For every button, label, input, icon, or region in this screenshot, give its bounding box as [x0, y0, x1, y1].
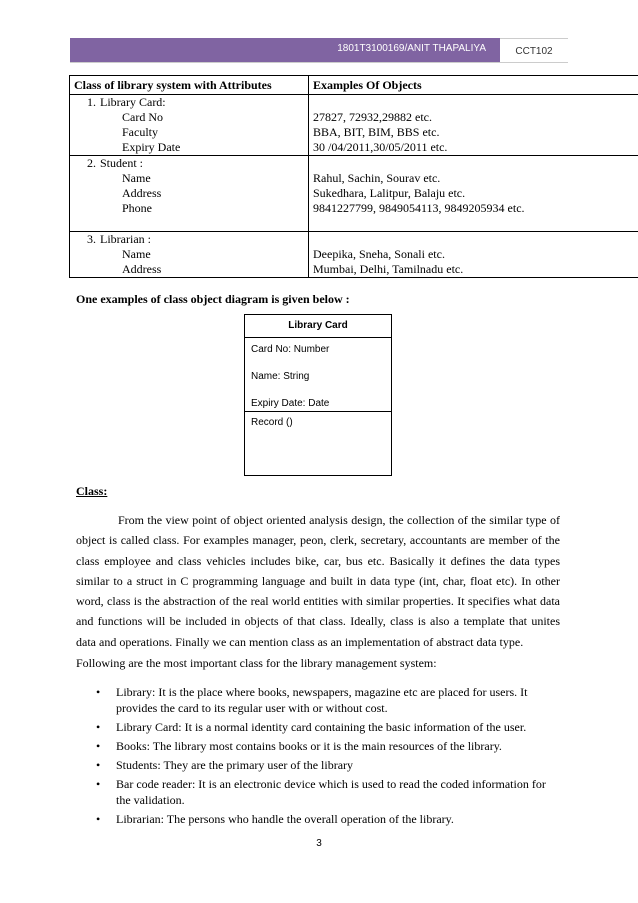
row-example: 9841227799, 9849054113, 9849205934 etc. [313, 201, 525, 215]
row-number: 2. [87, 156, 96, 170]
row-number: 3. [87, 232, 96, 246]
table-header-examples: Examples Of Objects [309, 76, 638, 95]
page-number: 3 [316, 838, 322, 849]
row-example: Mumbai, Delhi, Tamilnadu etc. [313, 262, 464, 276]
table-header-row [70, 76, 638, 95]
row-attribute: Name [122, 171, 151, 185]
row-attribute: Phone [122, 201, 152, 215]
uml-attribute: Name: String [251, 371, 310, 382]
row-attribute: Address [122, 186, 162, 200]
class-paragraph: From the view point of object oriented analysis design, the collection of the similar type of object is called class. For examples manager, peon, clerk, secretary, accountants are member of the class employee and class vehicles includes bike, car, bus etc. Basically it defines the data types similar to a struct in C programming language and built in data type (int, char, float etc). In other word, class is the abstraction of the real world entities with similar properties. It specifies what data and functions will be included in objects of that class. Ideally, class is also a template that unites data and operations. Finally we can mention class as an implementation of abstract data type. [76, 513, 560, 649]
table-cell-examples [309, 232, 638, 278]
class-list-intro: Following are the most important class for the library management system: [76, 656, 437, 670]
diagram-intro-text: One examples of class object diagram is given below : [76, 292, 350, 306]
row-example: 30 /04/2011,30/05/2011 etc. [313, 140, 448, 154]
row-attribute: Card No [122, 110, 163, 124]
row-example: 27827, 72932,29882 etc. [313, 110, 432, 124]
header-author-id: 1801T3100169/ANIT THAPALIYA [337, 43, 486, 54]
header-divider [70, 62, 568, 63]
row-class-title: Student : [100, 156, 144, 170]
table-row [70, 95, 638, 156]
uml-method: Record () [251, 417, 293, 428]
list-item: • Librarian: The persons who handle the overall operation of the library. [76, 811, 560, 827]
uml-attributes [245, 338, 391, 412]
table-cell-class [70, 156, 309, 232]
row-number: 1. [87, 95, 96, 109]
class-attributes-table [69, 75, 638, 278]
table-cell-examples [309, 156, 638, 232]
uml-methods [245, 412, 391, 428]
row-attribute: Faculty [122, 125, 158, 139]
uml-class-name: Library Card [245, 315, 391, 338]
row-class-title: Librarian : [100, 232, 151, 246]
list-item: • Students: They are the primary user of the library [76, 757, 560, 773]
uml-class-box [244, 314, 392, 476]
table-cell-examples [309, 95, 638, 156]
table-cell-class [70, 232, 309, 278]
row-example: Deepika, Sneha, Sonali etc. [313, 247, 445, 261]
row-attribute: Address [122, 262, 162, 276]
row-class-title: Library Card: [100, 95, 166, 109]
table-row [70, 156, 638, 232]
list-item: • Books: The library most contains books or it is the main resources of the library. [76, 738, 560, 754]
table-row [70, 232, 638, 278]
uml-attribute: Expiry Date: Date [251, 398, 330, 409]
list-item: • Library Card: It is a normal identity card containing the basic information of the user. [76, 719, 560, 735]
class-section-heading: Class: [76, 484, 108, 498]
header-course-code: CCT102 [500, 38, 568, 63]
uml-attribute: Card No: Number [251, 344, 330, 355]
header-bar [70, 38, 500, 62]
row-attribute: Name [122, 247, 151, 261]
row-attribute: Expiry Date [122, 140, 181, 154]
row-example: BBA, BIT, BIM, BBS etc. [313, 125, 440, 139]
table-header-classes: Class of library system with Attributes [70, 76, 309, 95]
row-example: Sukedhara, Lalitpur, Balaju etc. [313, 186, 466, 200]
list-item: • Library: It is the place where books, newspapers, magazine etc are placed for users. It provides the card to its regular user with or without cost. [76, 684, 560, 716]
row-example: Rahul, Sachin, Sourav etc. [313, 171, 441, 185]
table-cell-class [70, 95, 309, 156]
list-item: • Bar code reader: It is an electronic device which is used to read the coded information for the validation. [76, 776, 560, 808]
library-classes-list [76, 684, 560, 830]
